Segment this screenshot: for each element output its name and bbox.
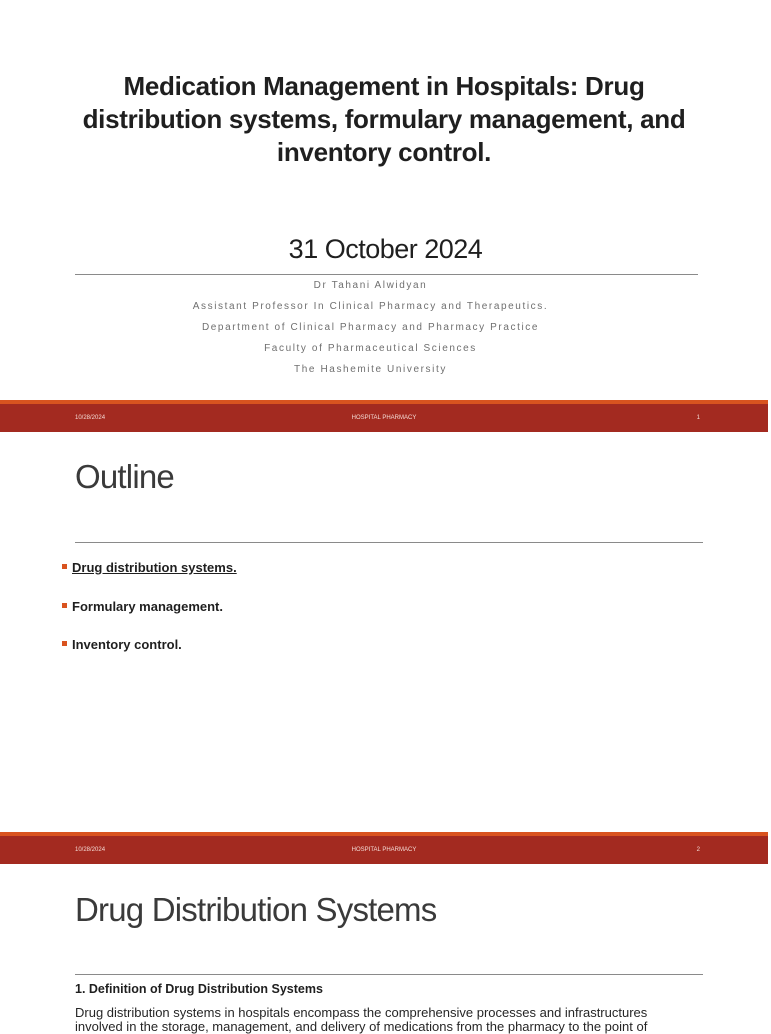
presentation-date: 31 October 2024 — [288, 234, 483, 264]
footer-date: 10/28/2024 — [75, 847, 106, 853]
bullet-marker — [62, 603, 67, 608]
body-paragraph: Drug distribution systems in hospitals encompass the comprehensive processes and infrastructures involved in the storage, management, and delivery of medications from the pharmacy to the point of — [75, 1005, 648, 1034]
slide-heading: Drug Distribution Systems — [75, 891, 437, 928]
list-item — [62, 599, 237, 638]
bullet-marker — [62, 564, 67, 569]
list-item — [62, 637, 237, 676]
author-faculty: Faculty of Pharmaceutical Sciences — [264, 343, 477, 354]
author-info — [0, 279, 741, 384]
author-position: Assistant Professor In Clinical Pharmacy and Therapeutics. — [192, 301, 549, 312]
slide-heading: Outline — [75, 458, 174, 495]
author-university: The Hashemite University — [294, 364, 447, 375]
outline-link-drug-distribution[interactable]: Drug distribution systems. — [72, 560, 237, 575]
footer-date: 10/28/2024 — [75, 415, 106, 421]
outline-item-inventory: Inventory control. — [72, 637, 182, 652]
bullet-marker — [62, 641, 67, 646]
outline-item-formulary: Formulary management. — [72, 598, 223, 614]
author-name: Dr Tahani Alwidyan — [313, 280, 428, 291]
heading-divider — [75, 542, 703, 543]
footer-title: HOSPITAL PHARMACY — [351, 415, 417, 421]
section-subheading: 1. Definition of Drug Distribution Systems — [75, 982, 323, 996]
heading-divider — [75, 974, 703, 975]
title-slide — [0, 0, 768, 400]
footer-title: HOSPITAL PHARMACY — [351, 847, 417, 853]
author-department: Department of Clinical Pharmacy and Pharmacy Practice — [201, 322, 540, 333]
slide-footer — [0, 400, 768, 432]
outline-slide — [0, 432, 768, 832]
outline-list — [62, 560, 237, 676]
presentation-title: Medication Management in Hospitals: Drug distribution systems, formulary management, and inventory control. — [82, 71, 686, 167]
footer-page-number: 1 — [696, 415, 700, 421]
footer-page-number: 2 — [696, 847, 700, 853]
list-item[interactable] — [62, 560, 237, 599]
drug-distribution-slide — [0, 864, 768, 1034]
slide-footer — [0, 832, 768, 864]
title-divider — [75, 274, 698, 275]
